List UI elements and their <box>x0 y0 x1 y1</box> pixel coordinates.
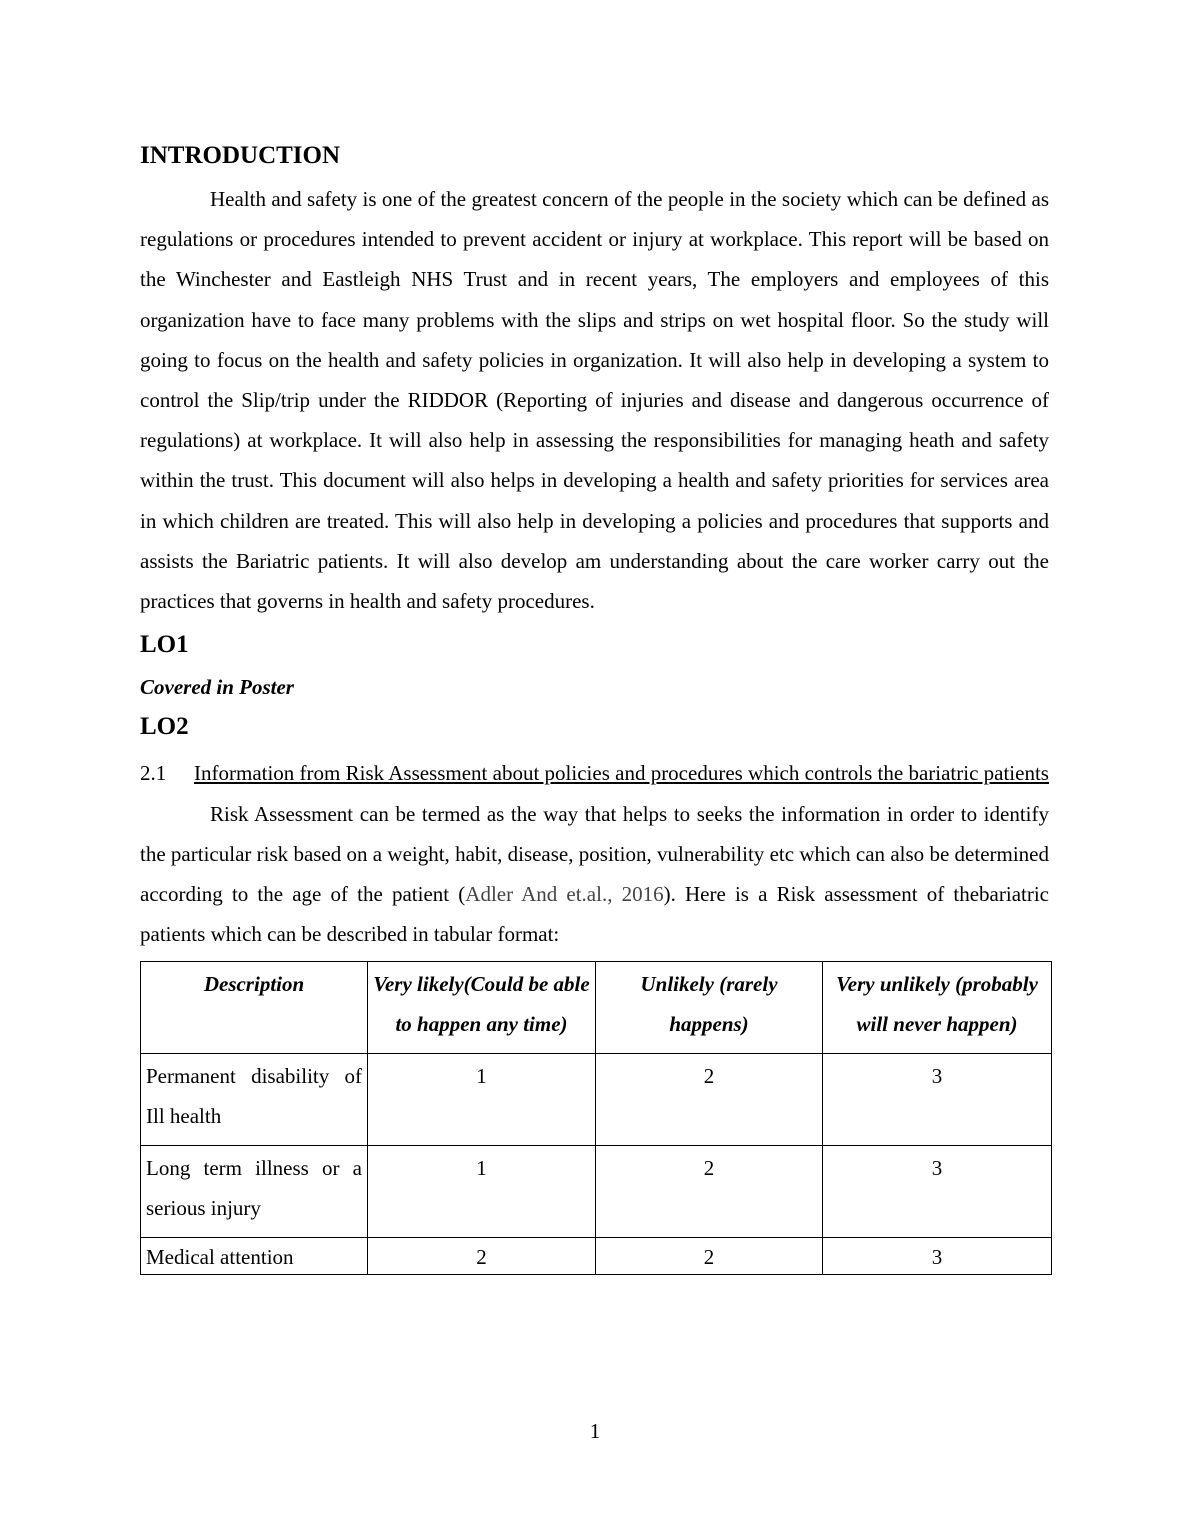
lo1-heading: LO1 <box>140 631 189 659</box>
lo1-note: Covered in Poster <box>140 675 294 700</box>
row-very-likely: 2 <box>368 1237 596 1274</box>
row-unlikely: 2 <box>596 1237 823 1274</box>
table-header-row <box>141 961 1052 1053</box>
section-number: 2.1 <box>140 761 167 786</box>
page-number: 1 <box>589 1419 601 1443</box>
section-title-text: Information from Risk Assessment about policies and procedures which controls the bariatric patients <box>194 761 1049 786</box>
header-very-unlikely: Very unlikely (probably will never happen) <box>823 961 1052 1053</box>
row-very-unlikely: 3 <box>823 1237 1052 1274</box>
risk-assessment-table <box>140 961 1052 1275</box>
row-description: Medical attention <box>141 1237 368 1274</box>
paragraph-text-after: ). Here is a Risk assessment of thebariatric patients which can be described in tabular format: <box>140 882 1049 947</box>
introduction-heading: INTRODUCTION <box>140 142 341 169</box>
header-unlikely: Unlikely (rarely happens) <box>596 961 823 1053</box>
row-very-unlikely: 3 <box>823 1053 1052 1145</box>
row-very-likely: 1 <box>368 1053 596 1145</box>
risk-assessment-paragraph <box>140 794 1049 955</box>
header-very-likely: Very likely(Could be able to happen any time) <box>368 961 596 1053</box>
row-description: Long term illness or a serious injury <box>141 1145 368 1237</box>
document-page <box>140 138 1049 1275</box>
table-row <box>141 1053 1052 1145</box>
table-row <box>141 1237 1052 1274</box>
row-unlikely: 2 <box>596 1145 823 1237</box>
paragraph-text-before: Risk Assessment can be termed as the way that helps to seeks the information in order to identify the particular risk based on a weight, habit, disease, position, vulnerability etc which can also be determined according to the age of the patient ( <box>140 801 1049 907</box>
introduction-paragraph: Health and safety is one of the greatest concern of the people in the society which can be defined as regulations or procedures intended to prevent accident or injury at workplace. This report will be based on the Winchester and Eastleigh NHS Trust and in recent years, The employers and employees of this organization have to face many problems with the slips and strips on wet hospital floor. So the study will going to focus on the health and safety policies in organization. It will also help in developing a system to control the Slip/trip under the RIDDOR (Reporting of injuries and disease and dangerous occurrence of regulations) at workplace. It will also help in assessing the responsibilities for managing heath and safety within the trust. This document will also helps in developing a health and safety priorities for services area in which children are treated. This will also help in developing a policies and procedures that supports and assists the Bariatric patients. It will also develop am understanding about the care worker carry out the practices that governs in health and safety procedures. <box>140 187 1049 614</box>
table-row <box>141 1145 1052 1237</box>
row-unlikely: 2 <box>596 1053 823 1145</box>
row-very-likely: 1 <box>368 1145 596 1237</box>
section-2-1-title <box>140 753 1049 794</box>
row-description: Permanent disability of Ill health <box>141 1053 368 1145</box>
lo2-heading: LO2 <box>140 713 189 741</box>
header-description: Description <box>141 961 368 1053</box>
citation: Adler And et.al., 2016 <box>465 882 664 907</box>
row-very-unlikely: 3 <box>823 1145 1052 1237</box>
